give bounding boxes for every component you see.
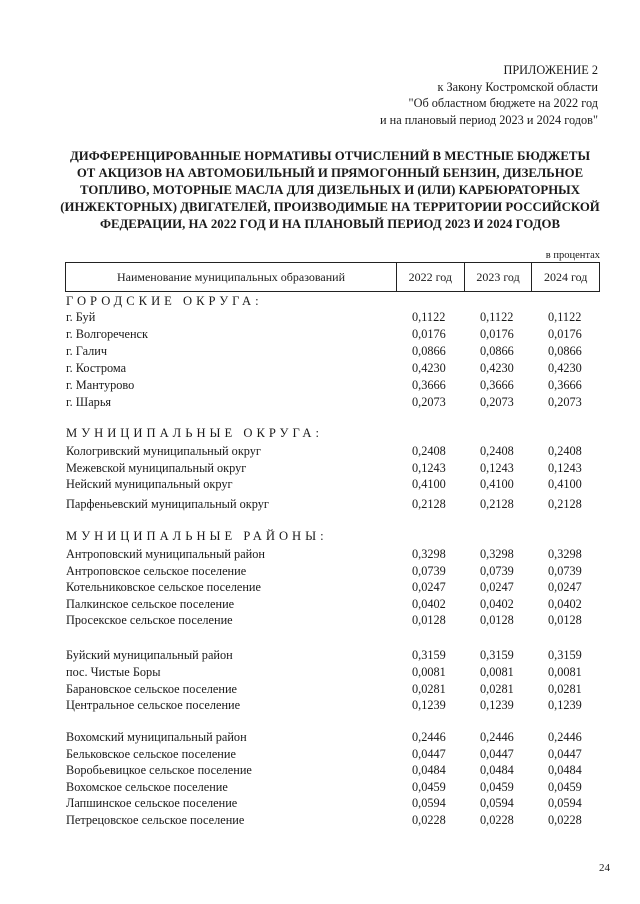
table-row — [66, 648, 601, 664]
row-name: Антроповский муниципальный район — [66, 547, 265, 561]
row-value-2024: 0,0739 — [548, 564, 582, 578]
table-row — [66, 763, 601, 779]
row-name: Антроповское сельское поселение — [66, 564, 247, 578]
row-value-2023: 0,0281 — [480, 682, 514, 696]
row-value-2022: 0,3298 — [412, 547, 446, 561]
row-value-2024: 0,3159 — [548, 648, 582, 662]
table-row — [66, 461, 601, 477]
row-value-2023: 0,0247 — [480, 580, 514, 594]
table-row — [66, 597, 601, 613]
row-value-2024: 0,0447 — [548, 747, 582, 761]
row-value-2022: 0,0228 — [412, 813, 446, 827]
row-value-2022: 0,0447 — [412, 747, 446, 761]
row-value-2023: 0,3159 — [480, 648, 514, 662]
row-value-2024: 0,2408 — [548, 444, 582, 458]
row-value-2022: 0,4100 — [412, 477, 446, 491]
row-value-2024: 0,0128 — [548, 613, 582, 627]
row-value-2022: 0,1122 — [412, 310, 446, 324]
row-value-2023: 0,0081 — [480, 665, 514, 679]
row-value-2023: 0,0739 — [480, 564, 514, 578]
row-name: Вохомский муниципальный район — [66, 730, 247, 744]
row-value-2024: 0,0281 — [548, 682, 582, 696]
table-row — [66, 378, 601, 394]
row-value-2023: 0,0228 — [480, 813, 514, 827]
appendix-law: к Закону Костромской области — [437, 79, 598, 94]
header-2023: 2023 год — [464, 263, 532, 291]
table-row — [66, 310, 601, 326]
row-value-2023: 0,1243 — [480, 461, 514, 475]
row-name: г. Волгореченск — [66, 327, 148, 341]
table-row — [66, 564, 601, 580]
table-row — [66, 497, 601, 513]
row-name: Парфеньевский муниципальный округ — [66, 497, 269, 511]
row-value-2022: 0,2446 — [412, 730, 446, 744]
table-row — [66, 796, 601, 812]
row-value-2024: 0,0247 — [548, 580, 582, 594]
row-name: Нейский муниципальный округ — [66, 477, 233, 491]
header-2024: 2024 год — [531, 263, 599, 291]
row-value-2022: 0,0739 — [412, 564, 446, 578]
appendix-law-period: и на плановый период 2023 и 2024 годов" — [379, 112, 598, 127]
row-value-2024: 0,2073 — [548, 395, 582, 409]
row-value-2024: 0,0402 — [548, 597, 582, 611]
row-value-2022: 0,2128 — [412, 497, 446, 511]
row-value-2022: 0,0484 — [412, 763, 446, 777]
row-value-2023: 0,0447 — [480, 747, 514, 761]
row-value-2022: 0,0459 — [412, 780, 446, 794]
row-value-2023: 0,1239 — [480, 698, 514, 712]
table-row — [66, 477, 601, 493]
row-name: Бельковское сельское поселение — [66, 747, 236, 761]
row-name: Барановское сельское поселение — [66, 682, 237, 696]
row-name: Центральное сельское поселение — [66, 698, 241, 712]
row-value-2024: 0,4230 — [548, 361, 582, 375]
row-value-2024: 0,0459 — [548, 780, 582, 794]
row-value-2024: 0,1122 — [548, 310, 582, 324]
row-value-2022: 0,0402 — [412, 597, 446, 611]
row-value-2023: 0,0594 — [480, 796, 514, 810]
row-name: Воробьевицкое сельское поселение — [66, 763, 252, 777]
section-heading-municipal-areas: МУНИЦИПАЛЬНЫЕ РАЙОНЫ: — [66, 529, 328, 543]
row-value-2023: 0,4100 — [480, 477, 514, 491]
row-name: г. Шарья — [66, 395, 112, 409]
row-value-2022: 0,0081 — [412, 665, 446, 679]
row-value-2023: 0,0866 — [480, 344, 514, 358]
row-value-2023: 0,2128 — [480, 497, 514, 511]
table-row — [66, 780, 601, 796]
section-heading-municipal-districts: МУНИЦИПАЛЬНЫЕ ОКРУГА: — [66, 426, 323, 440]
row-value-2023: 0,3666 — [480, 378, 514, 392]
appendix-law-title: "Об областном бюджете на 2022 год — [408, 96, 598, 110]
table-row — [66, 813, 601, 829]
row-name: г. Мантурово — [66, 378, 135, 392]
row-value-2024: 0,0866 — [548, 344, 582, 358]
row-name: Котельниковское сельское поселение — [66, 580, 261, 594]
row-value-2022: 0,0247 — [412, 580, 446, 594]
row-value-2022: 0,2408 — [412, 444, 446, 458]
row-name: Вохомское сельское поселение — [66, 780, 228, 794]
row-value-2023: 0,2446 — [480, 730, 514, 744]
table-row — [66, 682, 601, 698]
row-name: Палкинское сельское поселение — [66, 597, 235, 611]
table-row — [66, 344, 601, 360]
row-name: г. Буй — [66, 310, 96, 324]
table-row — [66, 327, 601, 343]
row-value-2024: 0,2446 — [548, 730, 582, 744]
row-name: Лапшинское сельское поселение — [66, 796, 238, 810]
row-name: Просекское сельское поселение — [66, 613, 233, 627]
row-value-2024: 0,0484 — [548, 763, 582, 777]
row-value-2023: 0,0459 — [480, 780, 514, 794]
table-row — [66, 698, 601, 714]
row-value-2023: 0,0128 — [480, 613, 514, 627]
row-value-2022: 0,1239 — [412, 698, 446, 712]
row-value-2024: 0,1243 — [548, 461, 582, 475]
row-value-2022: 0,1243 — [412, 461, 446, 475]
header-name: Наименование муниципальных образований — [116, 269, 346, 284]
row-name: Кологривский муниципальный округ — [66, 444, 261, 458]
row-value-2022: 0,0128 — [412, 613, 446, 627]
table-row — [66, 361, 601, 377]
row-name: г. Галич — [66, 344, 108, 358]
appendix-block — [380, 62, 598, 128]
section-heading-city-districts: ГОРОДСКИЕ ОКРУГА: — [66, 294, 263, 308]
row-value-2024: 0,2128 — [548, 497, 582, 511]
table-row — [66, 444, 601, 460]
units-note: в процентах — [545, 250, 600, 261]
row-value-2023: 0,0402 — [480, 597, 514, 611]
table-row — [66, 547, 601, 563]
row-value-2023: 0,2073 — [480, 395, 514, 409]
table-row — [66, 730, 601, 746]
document-title: ДИФФЕРЕНЦИРОВАННЫЕ НОРМАТИВЫ ОТЧИСЛЕНИЙ В МЕСТНЫЕ БЮДЖЕТЫ ОТ АКЦИЗОВ НА АВТОМОБИЛЬНЫЙ И ПРЯМОГОННЫЙ БЕНЗИН, ДИЗЕЛЬНОЕ ТОПЛИВО, МОТОРНЫЕ МАСЛА ДЛЯ ДИЗЕЛЬНЫХ И (ИЛИ) КАРБЮРАТОРНЫХ (ИНЖЕКТОРНЫХ) ДВИГАТЕЛЕЙ, ПРОИЗВОДИМЫЕ НА ТЕРРИТОРИИ РОССИЙСКОЙ ФЕДЕРАЦИИ, НА 2022 ГОД И НА ПЛАНОВЫЙ ПЕРИОД 2023 И 2024 ГОДОВ — [60, 149, 600, 231]
row-value-2023: 0,0484 — [480, 763, 514, 777]
row-value-2023: 0,1122 — [480, 310, 514, 324]
row-name: Петрецовское сельское поселение — [66, 813, 245, 827]
row-value-2024: 0,0594 — [548, 796, 582, 810]
row-value-2024: 0,0228 — [548, 813, 582, 827]
table-header — [65, 262, 600, 292]
appendix-label: ПРИЛОЖЕНИЕ 2 — [503, 63, 598, 77]
row-value-2022: 0,3159 — [412, 648, 446, 662]
row-name: г. Кострома — [66, 361, 127, 375]
row-value-2022: 0,0176 — [412, 327, 446, 341]
page-number: 24 — [599, 862, 610, 874]
row-value-2022: 0,4230 — [412, 361, 446, 375]
row-value-2024: 0,0176 — [548, 327, 582, 341]
row-value-2022: 0,3666 — [412, 378, 446, 392]
row-value-2024: 0,0081 — [548, 665, 582, 679]
table-row — [66, 665, 601, 681]
table-row — [66, 613, 601, 629]
table-row — [66, 747, 601, 763]
row-value-2024: 0,1239 — [548, 698, 582, 712]
row-value-2022: 0,0866 — [412, 344, 446, 358]
row-value-2023: 0,4230 — [480, 361, 514, 375]
row-value-2022: 0,2073 — [412, 395, 446, 409]
row-value-2024: 0,4100 — [548, 477, 582, 491]
row-value-2023: 0,3298 — [480, 547, 514, 561]
row-value-2022: 0,0594 — [412, 796, 446, 810]
row-name: Межевской муниципальный округ — [66, 461, 247, 475]
row-name: пос. Чистые Боры — [66, 665, 161, 679]
header-2022: 2022 год — [396, 263, 464, 291]
row-value-2023: 0,0176 — [480, 327, 514, 341]
table-row — [66, 395, 601, 411]
row-value-2022: 0,0281 — [412, 682, 446, 696]
row-value-2023: 0,2408 — [480, 444, 514, 458]
table-row — [66, 580, 601, 596]
row-name: Буйский муниципальный район — [66, 648, 233, 662]
row-value-2024: 0,3666 — [548, 378, 582, 392]
row-value-2024: 0,3298 — [548, 547, 582, 561]
